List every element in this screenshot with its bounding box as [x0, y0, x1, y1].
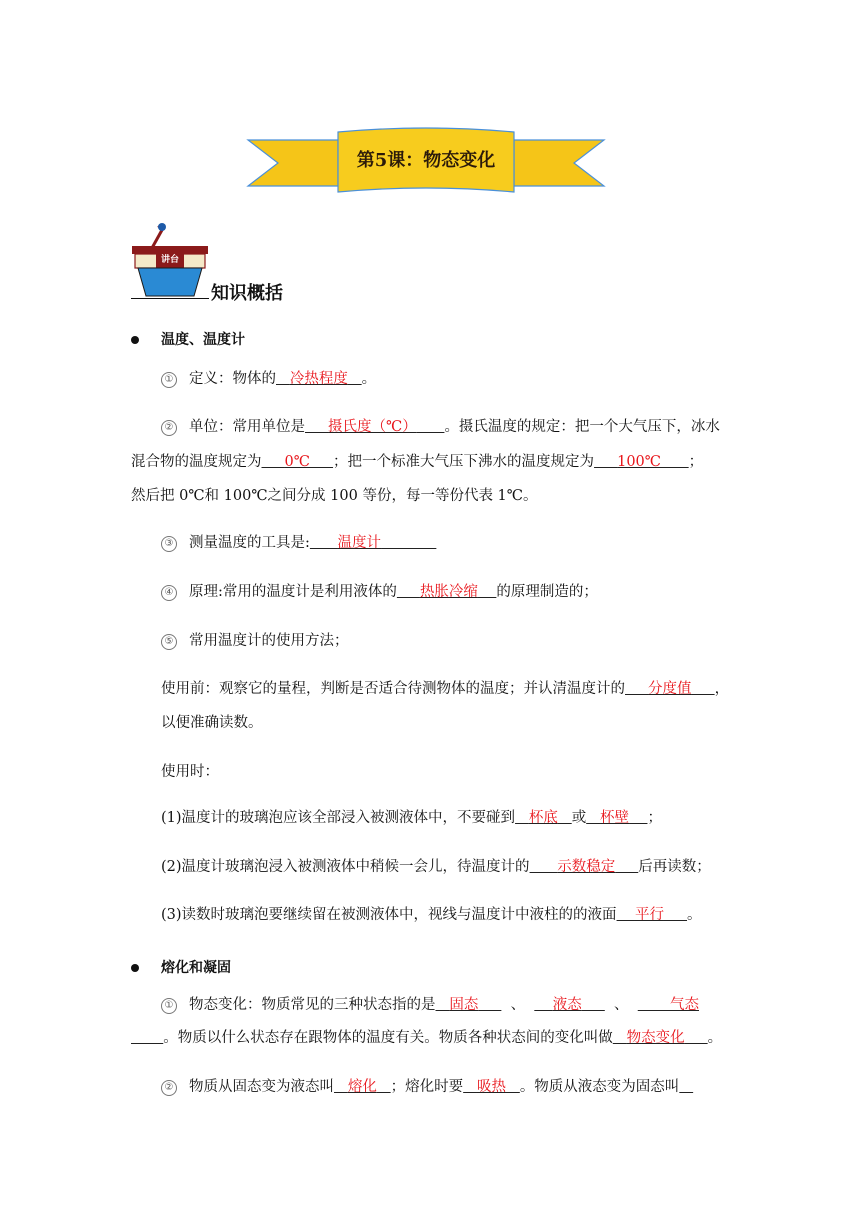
melt-item-states-line2: 。物质以什么状态存在跟物体的温度有关。物质各种状态间的变化叫做 物态变化 。 [163, 1030, 723, 1046]
answer-text: 液态 [552, 997, 582, 1013]
bullet-dot [131, 964, 139, 972]
circled-number: ② [161, 420, 177, 436]
heading-temperature: 温度、温度计 [161, 332, 245, 348]
usage-during-label: 使用时： [161, 764, 219, 780]
temp-item-usage: ⑤ 常用温度计的使用方法； [161, 631, 349, 651]
answer-text: 杯壁 [600, 810, 630, 826]
circled-number: ③ [161, 536, 177, 552]
answer-text: 温度计 [337, 535, 382, 551]
answer-text: 冷热程度 [289, 371, 348, 387]
answer-text: 100℃ [617, 454, 661, 470]
melt-item-states: ① 物态变化：物质常见的三种状态指的是 固态 、 液态 、 气态 [161, 995, 699, 1015]
answer-text: 分度值 [648, 681, 692, 697]
usage-rule-2: (2)温度计玻璃泡浸入被测液体中稍候一会儿，待温度计的 示数稳定 后再读数； [161, 859, 711, 875]
answer-text: 杯底 [528, 810, 558, 826]
usage-rule-1: (1)温度计的玻璃泡应该全部浸入被测液体中，不要碰到 杯底 或 杯壁 ； [161, 810, 662, 826]
temp-item-unit-line3: 然后把 0℃和 100℃之间分成 100 等份，每一等份代表 1℃。 [131, 488, 538, 504]
circled-number: ① [161, 372, 177, 388]
answer-text: 0℃ [284, 454, 310, 470]
usage-rule-3: (3)读数时玻璃泡要继续留在被测液体中，视线与温度计中液柱的的液面 平行 。 [161, 907, 702, 923]
temp-item-definition: ① 定义：物体的 冷热程度 。 [161, 369, 376, 389]
section-title-underline [131, 298, 209, 299]
answer-text: 固态 [449, 997, 479, 1013]
circled-number: ② [161, 1080, 177, 1096]
answer-text: 摄氏度（℃） [328, 419, 417, 435]
usage-before-line2: 以便准确读数。 [161, 715, 263, 731]
temp-item-unit-line2: 混合物的温度规定为 0℃ ；把一个标准大气压下沸水的温度规定为 100℃ ； [131, 454, 704, 470]
section-title: 知识概括 [211, 283, 283, 304]
answer-text: 气态 [670, 997, 699, 1013]
answer-text: 示数稳定 [557, 859, 616, 875]
answer-text: 物态变化 [626, 1030, 685, 1046]
answer-text: 熔化 [347, 1079, 377, 1095]
melt-item-melting: ② 物质从固态变为液态叫 熔化 ；熔化时要 吸热 。物质从液态变为固态叫 [161, 1077, 693, 1097]
heading-melting: 熔化和凝固 [161, 960, 231, 976]
circled-number: ⑤ [161, 634, 177, 650]
circled-number: ④ [161, 585, 177, 601]
bullet-dot [131, 336, 139, 344]
temp-item-principle: ④ 原理:常用的温度计是利用液体的 热胀冷缩 的原理制造的； [161, 582, 598, 602]
answer-text: 热胀冷缩 [419, 584, 478, 600]
podium-label: 讲台 [160, 255, 179, 265]
podium-icon [132, 222, 208, 300]
temp-item-unit: ② 单位：常用单位是 摄氏度（℃） 。摄氏温度的规定：把一个大气压下，冰水 [161, 417, 720, 437]
banner-title: 第5课：物态变化 [356, 150, 496, 171]
circled-number: ① [161, 998, 177, 1014]
usage-before: 使用前：观察它的量程，判断是否适合待测物体的温度；并认清温度计的 分度值 ， [161, 681, 730, 697]
temp-item-tool: ③ 测量温度的工具是: 温度计 [161, 533, 436, 553]
answer-text: 平行 [634, 907, 664, 923]
answer-text: 吸热 [476, 1079, 506, 1095]
lesson-banner [246, 126, 606, 200]
